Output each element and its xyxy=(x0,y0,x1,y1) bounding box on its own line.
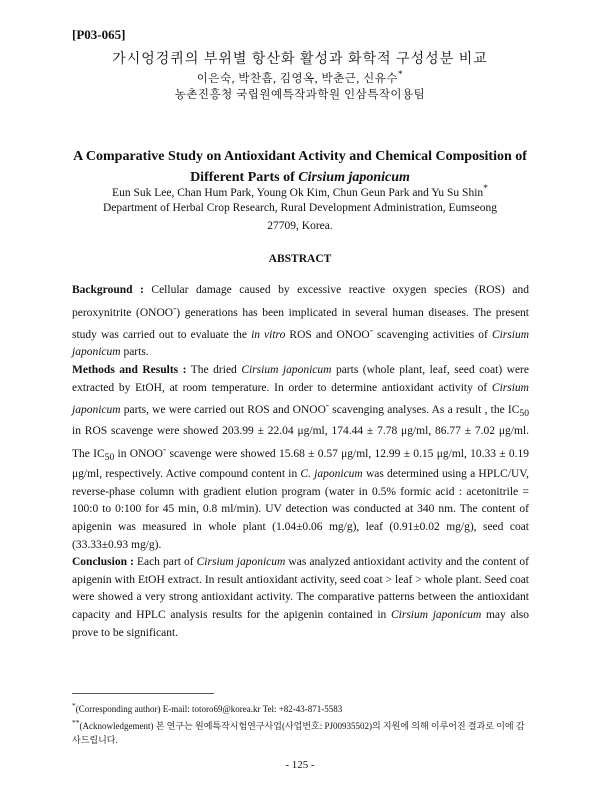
conclusion-paragraph xyxy=(72,554,529,642)
italic-term: Cirsium japonicum xyxy=(196,556,286,569)
conclusion-label: Conclusion : xyxy=(72,556,134,569)
superscript: - xyxy=(325,400,330,412)
superscript: - xyxy=(173,302,177,314)
abstract-heading: ABSTRACT xyxy=(268,253,332,265)
footnote-divider xyxy=(72,693,214,694)
methods-paragraph xyxy=(72,362,529,554)
text-span: was analyzed antioxidant activity and the content of apigenin with EtOH extract. In result antioxidant activity, seed coat > leaf > whole plant. Seed coat were showed a very strong antioxidant activity. The comparative patterns between the antioxidant capacity and HPLC analysis results for the apigenin contained in xyxy=(72,556,529,621)
korean-affiliation: 농촌진흥청 국립원예특작과학원 인삼특작이용팀 xyxy=(174,89,426,101)
background-label: Background : xyxy=(72,284,144,296)
text-span: scavenging activities of xyxy=(372,328,492,341)
text-span: parts, we were carried out ROS and ONOO xyxy=(120,404,326,417)
text-span: may also prove to be significant. xyxy=(72,609,529,639)
text-span: parts. xyxy=(120,346,149,359)
footnote-text: (Acknowledgement) 본 연구는 원예특작시험연구사업(사업번호: PJ00935502)의 지원에 의해 이루어진 결과로 이에 감사드립니다. xyxy=(72,721,525,745)
text-span: parts (whole plant, leaf, seed coat) were extracted by EtOH, at room temperature. In order to determine antioxidant activity of xyxy=(72,364,529,394)
text-span: The dried xyxy=(186,364,242,377)
footnote-acknowledgement xyxy=(72,716,532,747)
abstract-code: [P03-065] xyxy=(72,27,126,42)
corresponding-mark: * xyxy=(397,69,404,80)
superscript: - xyxy=(163,443,167,455)
text-span: scavenge were showed 15.68 ± 0.57 μg/ml, 12.99 ± 0.15 μg/ml, 10.33 ± 0.19 μg/ml, respectively. Active compound content in xyxy=(72,447,529,481)
korean-authors xyxy=(0,69,600,86)
background-paragraph xyxy=(72,282,529,362)
footnote-corresponding xyxy=(72,699,532,716)
text-span: in ROS scavenge were showed 203.99 ± 22.04 μg/ml, 174.44 ± 7.78 μg/ml, 86.77 ± 7.02 μg/ml. The IC xyxy=(72,424,529,460)
abstract-body xyxy=(72,282,529,642)
text-span: ROS and ONOO xyxy=(285,328,370,341)
english-affiliation: Department of Herbal Crop Research, Rural Development Administration, Eumseong 27709, Korea. xyxy=(102,202,498,232)
footnote-text: (Corresponding author) E-mail: totoro69@korea.kr Tel: +82-43-871-5583 xyxy=(75,704,343,714)
english-author-names: Eun Suk Lee, Chan Hum Park, Young Ok Kim, Chun Geun Park and Yu Su Shin xyxy=(112,186,484,199)
italic-term: Cirsium japonicum xyxy=(72,381,529,417)
korean-title: 가시엉겅퀴의 부위별 항산화 활성과 화학적 구성성분 비교 xyxy=(112,52,488,67)
text-span: Cellular damage caused by excessive reactive oxygen species (ROS) and peroxynitrite (ONOO xyxy=(72,284,529,319)
subscript: 50 xyxy=(519,408,529,420)
page-number: - 125 - xyxy=(285,759,315,771)
english-title-species: Cirsium japonicum xyxy=(298,170,410,185)
text-span: ) generations has been implicated in several human diseases. The present study was carried out to evaluate the xyxy=(72,306,529,341)
text-span: Each part of xyxy=(133,556,197,569)
italic-term: Cirsium japonicum xyxy=(390,609,482,621)
text-span: scavenging analyses. As a result , the IC xyxy=(329,404,520,417)
superscript: - xyxy=(369,325,373,337)
footnote-mark: ** xyxy=(72,718,80,727)
corresponding-mark: * xyxy=(483,183,488,194)
italic-term: Cirsium japonicum xyxy=(241,364,332,377)
korean-author-names: 이은숙, 박찬흠, 김영옥, 박춘근, 신유수 xyxy=(196,72,398,85)
italic-term: in vitro xyxy=(251,328,286,341)
footnote-mark: * xyxy=(72,701,76,710)
text-span: was determined using a HPLC/UV, reverse-phase column with gradient elution program (water in 0.5% formic acid : acetonitrile = 100:0 to 0:100 for 45 min, 0.8 ml/min). UV detection was conducted at 340 nm. The content of apigenin was measured in whole plant (1.04±0.06 mg/g), leaf (0.91±0.02 mg/g), seed coat (33.33±0.93 mg/g). xyxy=(72,468,529,551)
italic-term: Cirsium japonicum xyxy=(72,328,530,359)
subscript: 50 xyxy=(104,451,115,463)
english-title-text: A Comparative Study on Antioxidant Activity and Chemical Composition of Different Parts of xyxy=(73,149,527,185)
text-span: in ONOO xyxy=(114,447,163,460)
italic-term: C. japonicum xyxy=(300,468,363,481)
methods-label: Methods and Results : xyxy=(72,364,187,377)
footnotes xyxy=(72,699,532,747)
